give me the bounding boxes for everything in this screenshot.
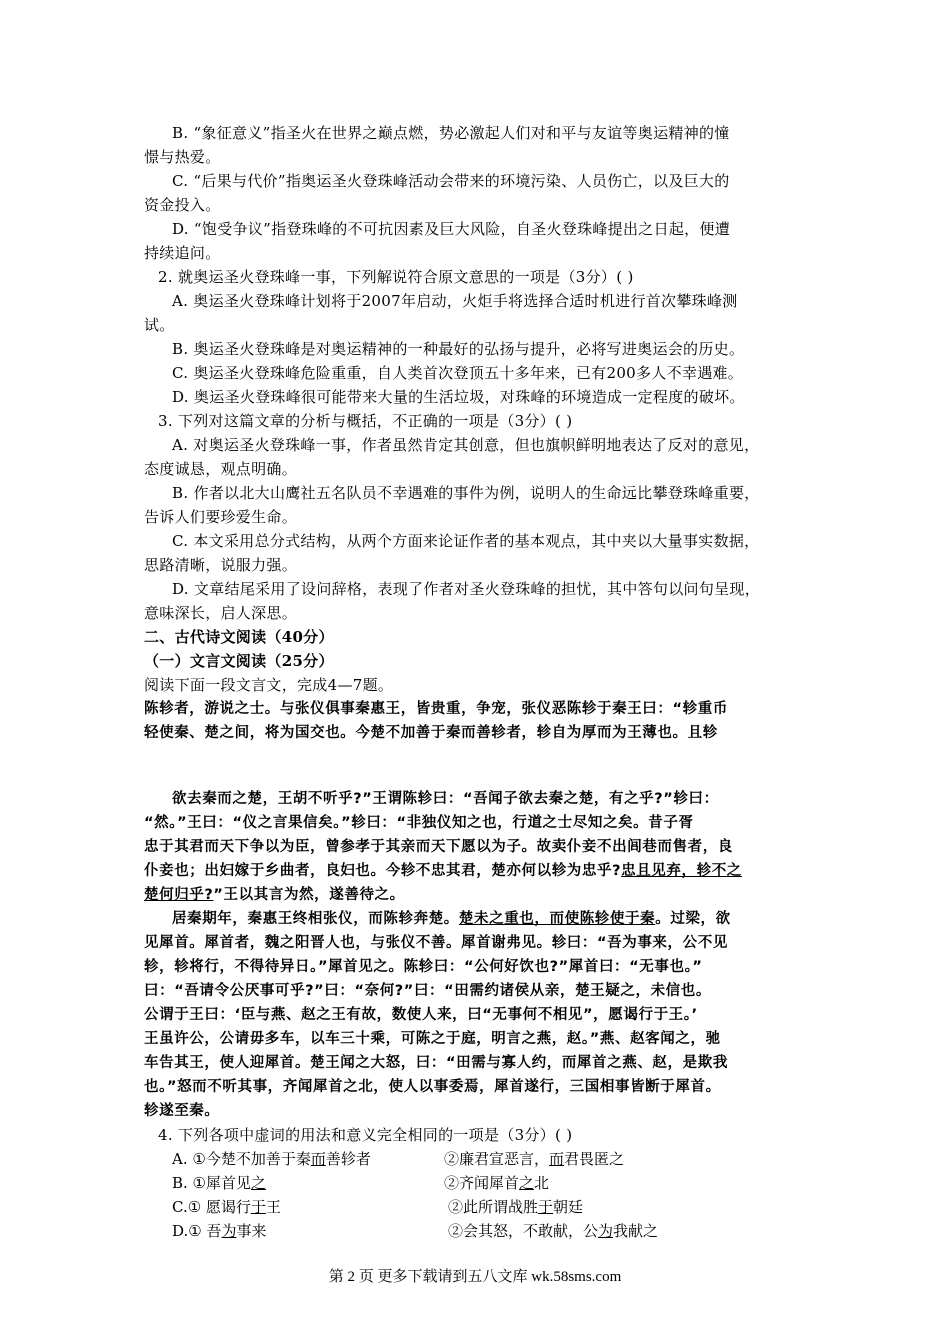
passage-line: 王虽许公，公请毋多车，以车三十乘，可陈之于庭，明言之燕，赵。”燕、赵客闻之，驰	[144, 1031, 721, 1047]
q2-option-b: B. 奥运圣火登珠峰是对奥运精神的一种最好的弘扬与提升，必将写进奥运会的历史。	[172, 340, 745, 358]
question-2: 2. 就奥运圣火登珠峰一事，下列解说符合原文意思的一项是（3分）( )	[158, 268, 634, 286]
q1-option-d-line1: D. “饱受争议”指登珠峰的不可抗因素及巨大风险，自圣火登珠峰提出之日起，便遭	[172, 220, 731, 238]
question-3: 3. 下列对这篇文章的分析与概括，不正确的一项是（3分）( )	[158, 412, 573, 430]
q4-option-b-left: B. ①犀首见之	[172, 1174, 267, 1192]
q2-option-a-line1: A. 奥运圣火登珠峰计划将于2007年启动，火炬手将选择合适时机进行首次攀珠峰测	[172, 292, 738, 310]
section-heading: 二、古代诗文阅读（40分）	[144, 628, 334, 646]
subsection-heading: （一）文言文阅读（25分）	[144, 652, 334, 670]
passage-text: 。过梁，欲	[655, 911, 731, 927]
passage-line: 陈轸者，游说之士。与张仪俱事秦惠王，皆贵重，争宠，张仪恶陈轸于秦王曰：“轸重币	[144, 701, 728, 717]
passage-text: ”王以其言为然，遂善待之。	[213, 887, 405, 903]
q3-option-d-line1: D. 文章结尾采用了设问辞格，表现了作者对圣火登珠峰的担忧，其中答句以问句呈现，	[172, 580, 761, 598]
passage-line: 忠于其君而天下争以为臣，曾参孝于其亲而天下愿以为子。故卖仆妾不出闾巷而售者，良	[144, 839, 733, 855]
q2-option-d: D. 奥运圣火登珠峰很可能带来大量的生活垃圾，对珠峰的环境造成一定程度的破坏。	[172, 388, 745, 406]
passage-line	[144, 860, 742, 882]
q1-option-d-line2: 持续追问。	[144, 244, 221, 262]
q2-option-a-line2: 试。	[144, 316, 175, 334]
q3-option-b-line2: 告诉人们要珍爱生命。	[144, 508, 298, 526]
passage-line	[144, 884, 405, 906]
passage-line: 轸，轸将行，不得待异日。”犀首见之。陈轸曰：“公何好饮也?”犀首曰：“无事也。”	[144, 959, 703, 975]
passage-line: 轻使秦、楚之间，将为国交也。今楚不加善于秦而善轸者，轸自为厚而为王薄也。且轸	[144, 725, 718, 741]
passage-line: 轸遂至秦。	[144, 1103, 220, 1119]
q4-option-d-left: D.① 吾为事来	[172, 1222, 267, 1240]
question-4: 4. 下列各项中虚词的用法和意义完全相同的一项是（3分）( )	[158, 1126, 573, 1144]
q3-option-b-line1: B. 作者以北大山鹰社五名队员不幸遇难的事件为例，说明人的生命远比攀登珠峰重要，	[172, 484, 760, 502]
q1-option-c-line2: 资金投入。	[144, 196, 221, 214]
passage-line: “然。”王曰：“仪之言果信矣。”轸曰：“非独仪知之也，行道之士尽知之矣。昔子胥	[144, 815, 694, 831]
passage-line: 见犀首。犀首者，魏之阳晋人也，与张仪不善。犀首谢弗见。轸曰：“吾为事来，公不见	[144, 935, 728, 951]
underlined-sentence: 忠且见弃，轸不之	[621, 863, 742, 879]
passage-line: 车告其王，使人迎犀首。楚王闻之大怒，曰：“田需与寡人约，而犀首之燕、赵，是欺我	[144, 1055, 728, 1071]
q1-option-b-line1: B. “象征意义”指圣火在世界之巅点燃，势必激起人们对和平与友谊等奥运精神的憧	[172, 124, 730, 142]
q4-option-a-left: A. ①今楚不加善于秦而善轸者	[172, 1150, 371, 1168]
q3-option-c-line2: 思路清晰，说服力强。	[144, 556, 298, 574]
q3-option-c-line1: C. 本文采用总分式结构，从两个方面来论证作者的基本观点，其中夹以大量事实数据，	[172, 532, 760, 550]
underlined-sentence: 楚未之重也，而使陈轸使于秦	[458, 911, 656, 927]
passage-line: 公谓于王曰：‘臣与燕、赵之王有故，数使人来，曰“无事何不相见”，愿谒行于王。’	[144, 1007, 698, 1023]
q4-option-a-right: ②廉君宣恶言，而君畏匿之	[444, 1150, 625, 1168]
passage-line: 曰：“吾请令公厌事可乎?”曰：“奈何?”曰：“田需约诸侯从亲，楚王疑之，未信也。	[144, 983, 711, 999]
q4-option-d-right: ②会其怒，不敢献，公为我献之	[448, 1222, 659, 1240]
q3-option-a-line1: A. 对奥运圣火登珠峰一事，作者虽然肯定其创意，但也旗帜鲜明地表达了反对的意见，	[172, 436, 760, 454]
q1-option-b-line2: 憬与热爱。	[144, 148, 221, 166]
q3-option-d-line2: 意味深长，启人深思。	[144, 604, 298, 622]
passage-line: 欲去秦而之楚，王胡不听乎?”王谓陈轸曰：“吾闻子欲去秦之楚，有之乎?”轸曰：	[172, 791, 719, 807]
q4-option-c-left: C.① 愿谒行于王	[172, 1198, 281, 1216]
q3-option-a-line2: 态度诚恳，观点明确。	[144, 460, 298, 478]
passage-text: 居秦期年，秦惠王终相张仪，而陈轸奔楚。	[172, 911, 459, 927]
passage-text: 仆妾也；出妇嫁于乡曲者，良妇也。今轸不忠其君，楚亦何以轸为忠乎?	[144, 863, 622, 879]
reading-instruction: 阅读下面一段文言文，完成4—7题。	[144, 676, 394, 694]
q4-option-b-right: ②齐闻犀首之北	[444, 1174, 550, 1192]
q2-option-c: C. 奥运圣火登珠峰危险重重，自人类首次登顶五十多年来，已有200多人不幸遇难。	[172, 364, 744, 382]
q4-option-c-right: ②此所谓战胜于朝廷	[448, 1198, 584, 1216]
passage-line: 也。”怒而不听其事，齐闻犀首之北，使人以事委焉，犀首遂行，三国相事皆断于犀首。	[144, 1079, 721, 1095]
passage-line	[172, 908, 731, 930]
underlined-sentence: 楚何归乎?	[144, 887, 214, 903]
q1-option-c-line1: C. “后果与代价”指奥运圣火登珠峰活动会带来的环境污染、人员伤亡，以及巨大的	[172, 172, 730, 190]
page-footer: 第 2 页 更多下载请到五八文库 wk.58sms.com	[328, 1269, 622, 1285]
